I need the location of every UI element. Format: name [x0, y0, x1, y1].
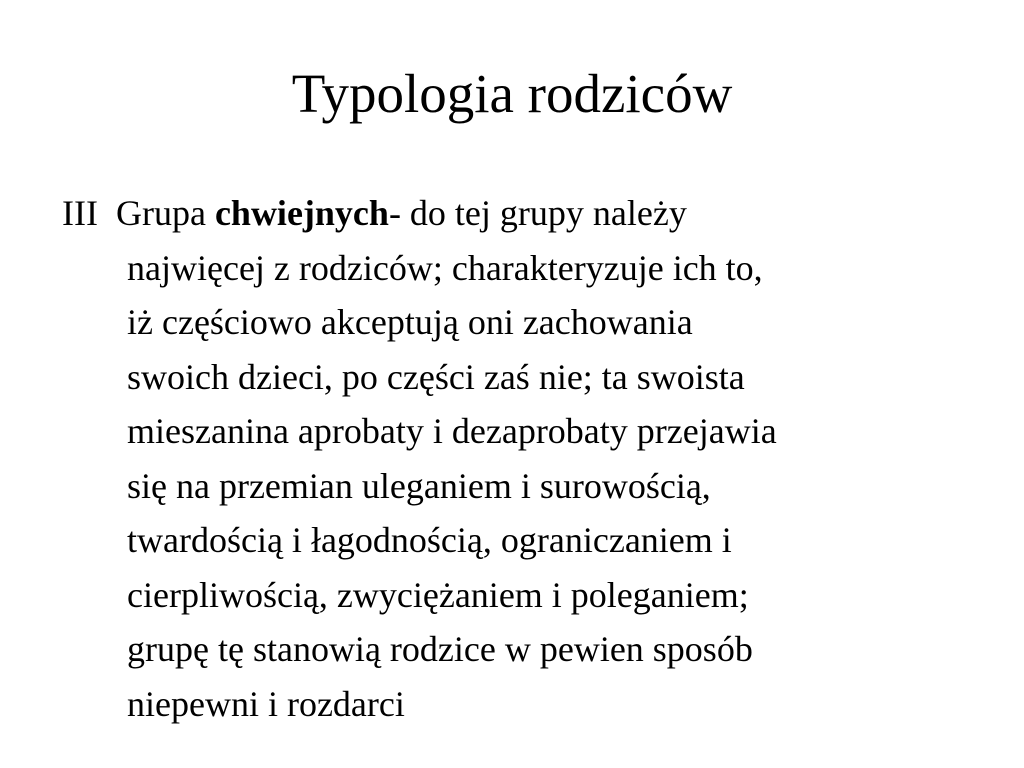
paragraph-first-line-rest: - do tej grupy należy [388, 193, 687, 233]
paragraph-line: twardością i łagodnością, ograniczaniem i [127, 520, 732, 560]
paragraph-line: grupę tę stanowią rodzice w pewien sposób [127, 629, 753, 669]
paragraph-bold-term: chwiejnych [214, 193, 389, 233]
paragraph-line: swoich dzieci, po części zaś nie; ta swoista [127, 356, 745, 397]
paragraph-line: niepewni i rozdarci [127, 683, 405, 724]
body-paragraph [62, 186, 1024, 731]
paragraph-first-line [62, 186, 1024, 241]
paragraph-line: iż częściowo akceptują oni zachowania [127, 302, 693, 342]
paragraph-line: mieszanina aprobaty i dezaprobaty przejawia [127, 411, 777, 451]
paragraph-line: najwięcej z rodziców; charakteryzuje ich to, [127, 247, 763, 288]
paragraph-lead: Grupa [115, 193, 215, 233]
paragraph-line: się na przemian uleganiem i surowością, [127, 465, 711, 506]
paragraph-line: cierpliwością, zwyciężaniem i poleganiem; [127, 574, 749, 615]
paragraph-numeral: III [62, 193, 98, 233]
slide-title: Typologia rodziców [291, 63, 733, 124]
